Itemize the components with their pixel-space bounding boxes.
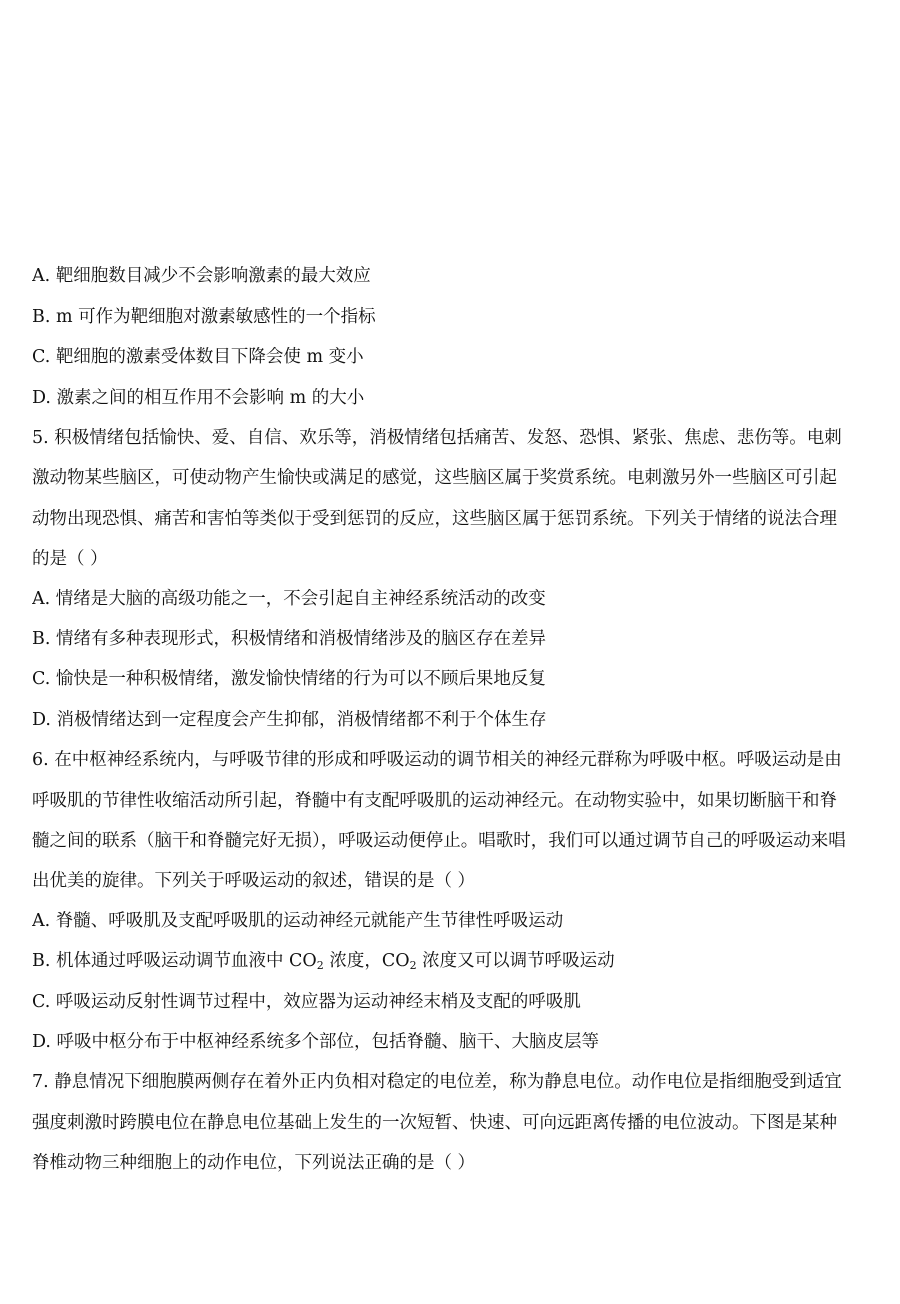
q6-stem-line-1: 6. 在中枢神经系统内，与呼吸节律的形成和呼吸运动的调节相关的神经元群称为呼吸中枢。呼吸运动是由 (32, 750, 842, 770)
q6-stem-line-3: 髓之间的联系（脑干和脊髓完好无损），呼吸运动便停止。唱歌时，我们可以通过调节自己的呼吸运动来唱 (32, 831, 846, 851)
q5-option-c: C. 愉快是一种积极情绪，激发愉快情绪的行为可以不顾后果地反复 (32, 669, 546, 689)
q4-option-d: D. 激素之间的相互作用不会影响 m 的大小 (32, 388, 365, 408)
q4-option-b: B. m 可作为靶细胞对激素敏感性的一个指标 (32, 307, 376, 327)
q6-option-b-text-1: B. 机体通过呼吸运动调节血液中 CO (32, 951, 317, 971)
q5-stem-line-3: 动物出现恐惧、痛苦和害怕等类似于受到惩罚的反应，这些脑区属于惩罚系统。下列关于情绪的说法合理 (32, 509, 837, 529)
q6-stem-line-2: 呼吸肌的节律性收缩活动所引起，脊髓中有支配呼吸肌的运动神经元。在动物实验中，如果切断脑干和脊 (32, 791, 837, 811)
q5-option-d: D. 消极情绪达到一定程度会产生抑郁，消极情绪都不利于个体生存 (32, 710, 547, 730)
q6-option-b-text-2: 浓度，CO (323, 951, 410, 971)
q7-stem-line-2: 强度刺激时跨膜电位在静息电位基础上发生的一次短暂、快速、可向远距离传播的电位波动。下图是某种 (32, 1113, 837, 1133)
q6-option-a: A. 脊髓、呼吸肌及支配呼吸肌的运动神经元就能产生节律性呼吸运动 (32, 911, 564, 931)
q6-stem-line-4: 出优美的旋律。下列关于呼吸运动的叙述，错误的是（ ） (32, 871, 476, 891)
co2-subscript-1: 2 (316, 959, 324, 972)
q5-stem-line-1: 5. 积极情绪包括愉快、爱、自信、欢乐等，消极情绪包括痛苦、发怒、恐惧、紧张、焦虑、悲伤等。电刺 (32, 428, 842, 448)
q4-option-a: A. 靶细胞数目减少不会影响激素的最大效应 (32, 266, 371, 286)
q6-option-b-text-3: 浓度又可以调节呼吸运动 (416, 951, 615, 971)
q6-option-b (32, 949, 872, 978)
q4-option-c: C. 靶细胞的激素受体数目下降会使 m 变小 (32, 347, 364, 367)
q5-option-b: B. 情绪有多种表现形式，积极情绪和消极情绪涉及的脑区存在差异 (32, 629, 546, 649)
q7-stem-line-1: 7. 静息情况下细胞膜两侧存在着外正内负相对稳定的电位差，称为静息电位。动作电位是指细胞受到适宜 (32, 1072, 842, 1092)
q6-option-c: C. 呼吸运动反射性调节过程中，效应器为运动神经末梢及支配的呼吸肌 (32, 992, 581, 1012)
q5-stem-line-4: 的是（ ） (32, 549, 108, 569)
q5-option-a: A. 情绪是大脑的高级功能之一，不会引起自主神经系统活动的改变 (32, 589, 546, 609)
q7-stem-line-3: 脊椎动物三种细胞上的动作电位，下列说法正确的是（ ） (32, 1153, 476, 1173)
q6-option-d: D. 呼吸中枢分布于中枢神经系统多个部位，包括脊髓、脑干、大脑皮层等 (32, 1032, 600, 1052)
q5-stem-line-2: 激动物某些脑区，可使动物产生愉快或满足的感觉，这些脑区属于奖赏系统。电刺激另外一些脑区可引起 (32, 468, 837, 488)
co2-subscript-2: 2 (409, 959, 417, 972)
